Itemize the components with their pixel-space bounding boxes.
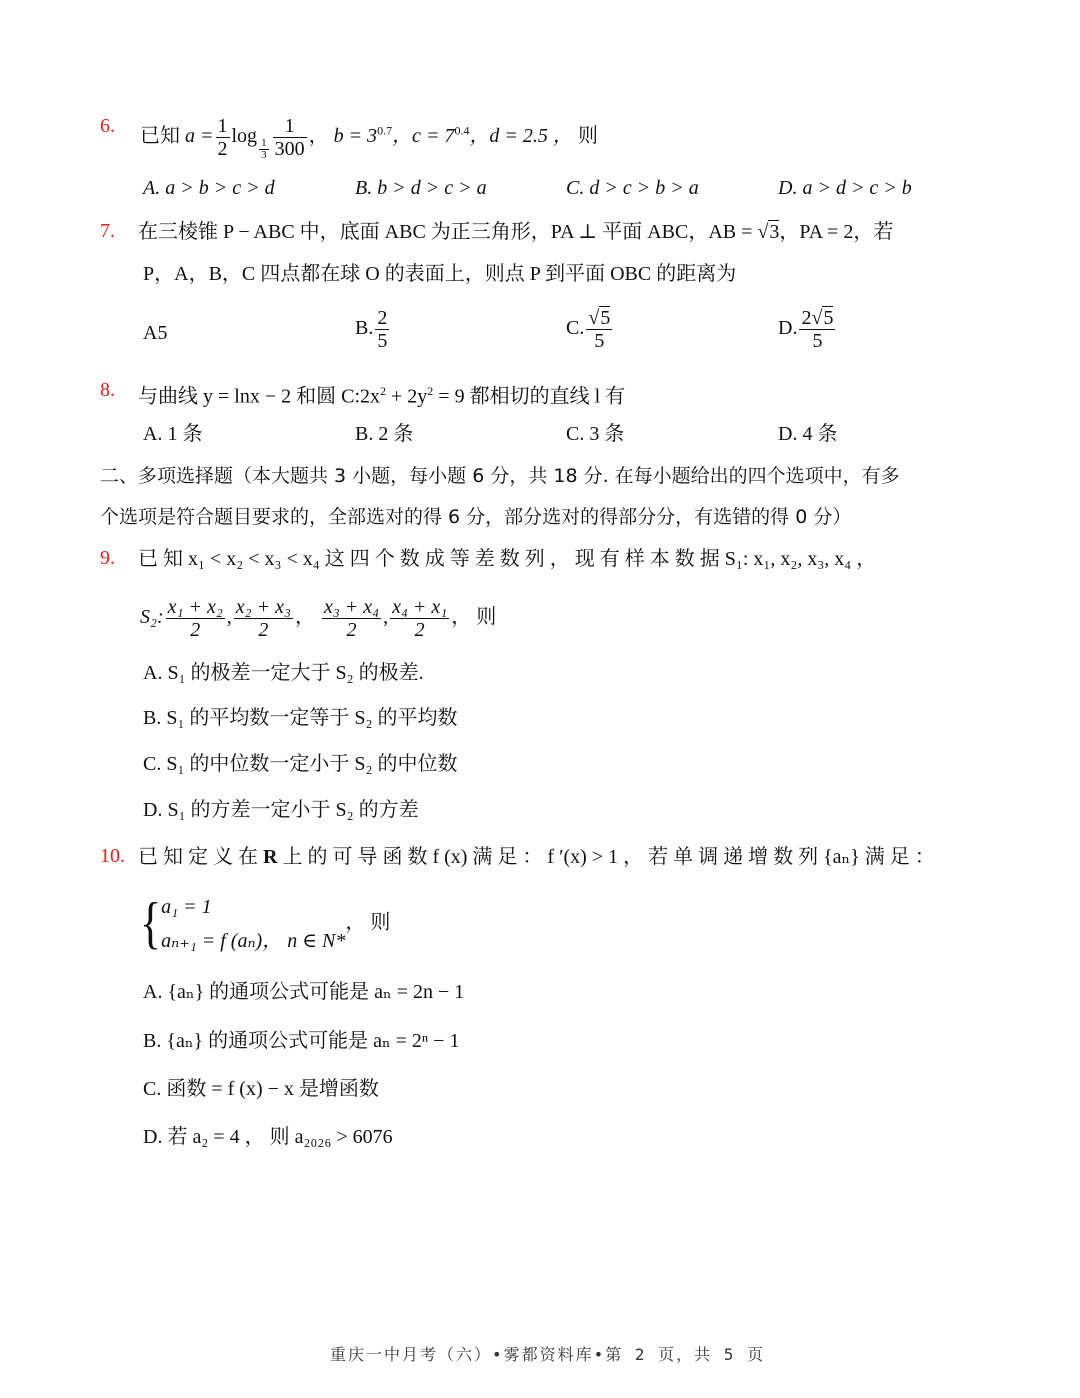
denominator: 2: [217, 138, 228, 160]
question-number-8: 8.: [100, 379, 115, 401]
s2-fraction-1: [166, 596, 225, 641]
q7-option-d: [778, 307, 837, 352]
q6-option-a: A. a > b > c > d: [143, 177, 275, 199]
question-9-s2: S₂: $\frac{\text{x₁ + x₂}}{2}$ , $\frac{\text{x₂ + x₃}}{2}$ ， $\frac{\text{x₃ + x₄}}{2}$ , $\frac{\text{x₄ + x₁}}{2}$ ， 则: [140, 596, 497, 641]
left-brace: {: [140, 891, 162, 956]
q8-option-a: A. 1 条: [143, 423, 203, 445]
q9-option-a: A. S₁ 的极差一定大于 S₂ 的极差.: [143, 662, 424, 684]
sqrt-arg: 5: [600, 307, 611, 329]
question-number-9: 9.: [100, 547, 115, 569]
denominator: 2: [258, 619, 269, 641]
coef: 2: [801, 307, 812, 329]
q6-half-fraction: [216, 115, 230, 160]
numerator: 1: [217, 115, 228, 137]
q10-option-a: A. {aₙ} 的通项公式可能是 aₙ = 2n − 1: [143, 981, 465, 1003]
q7-text-end: ，PA = 2，若: [779, 221, 894, 243]
comma: ，: [308, 125, 329, 148]
sqrt-arg: 5: [823, 307, 834, 329]
q6-d: ，d = 2.5 ，: [469, 125, 573, 148]
section-2-heading-line-2: 个选项是符合题目要求的，全部选对的得 6 分，部分选对的得部分分，有选错的得 0 分）: [100, 506, 852, 528]
fraction: [799, 307, 835, 352]
numerator: 2√5: [801, 307, 834, 329]
real-numbers-symbol: R: [263, 846, 278, 868]
question-7-line-2: P，A，B，C 四点都在球 O 的表面上，则点 P 到平面 OBC 的距离为: [143, 263, 737, 285]
denominator: 300: [274, 138, 305, 160]
denominator: 5: [377, 330, 388, 352]
question-number-10: 10.: [100, 845, 125, 867]
exp: 2: [427, 384, 434, 398]
label: B.: [355, 317, 374, 340]
q9-option-d: D. S₁ 的方差一定小于 S₂ 的方差: [143, 799, 419, 821]
q6-option-d: D. a > d > c > b: [778, 177, 912, 199]
numerator: √5: [588, 307, 611, 329]
q10-recurrence-system: [140, 890, 390, 958]
s2-fraction-3: [322, 596, 381, 641]
q7-option-a: A5: [143, 322, 168, 344]
fraction: [375, 307, 389, 352]
system: [161, 890, 345, 958]
denominator: 2: [414, 619, 425, 641]
q6-end: 则: [577, 125, 598, 148]
q7-sqrt: 3: [769, 221, 780, 243]
q6-option-c: C. d > c > b > a: [566, 177, 699, 199]
q8-option-b: B. 2 条: [355, 423, 414, 445]
s2-label: S₂:: [140, 606, 164, 629]
q7-option-b: [355, 307, 391, 352]
q6-a-eq: a =: [185, 125, 214, 148]
q6-log-arg: [273, 115, 307, 160]
question-7-line-1: 在三棱锥 P − ABC 中，底面 ABC 为正三角形，PA ⊥ 平面 ABC，AB = √3，PA = 2，若: [138, 221, 894, 243]
s2-fraction-2: [234, 596, 293, 641]
question-6-stem: [140, 115, 598, 161]
text: + 2y: [386, 385, 428, 408]
section-2-heading-line-1: 二、多项选择题（本大题共 3 小题，每小题 6 分，共 18 分. 在每小题给出的四个选项中，有多: [100, 465, 900, 487]
question-9-line-1: 已 知 x₁ < x₂ < x₃ < x₄ 这 四 个 数 成 等 差 数 列 ， 现 有 样 本 数 据 S₁: x₁, x₂, x₃, x₄ ，: [138, 548, 877, 570]
q7-option-c: [566, 307, 614, 352]
system-line-1: a₁ = 1: [161, 896, 212, 918]
q6-c-exp: 0.4: [454, 123, 470, 138]
q9-end: ， 则: [451, 606, 497, 629]
numerator: 1: [273, 115, 307, 138]
q9-option-b: B. S₁ 的平均数一定等于 S₂ 的平均数: [143, 707, 458, 729]
q10-option-d: D. 若 a₂ = 4 ， 则 a₂₀₂₆ > 6076: [143, 1126, 393, 1148]
q6-b-exp: 0.7: [377, 123, 393, 138]
denominator: 2: [190, 619, 201, 641]
numerator: 1: [261, 137, 267, 150]
system-line-2: aₙ₊₁ = f (aₙ)， n ∈ N*: [161, 930, 346, 952]
q8-option-c: C. 3 条: [566, 423, 625, 445]
q10-option-b: B. {aₙ} 的通项公式可能是 aₙ = 2ⁿ − 1: [143, 1030, 460, 1052]
denominator: 3: [261, 149, 267, 162]
question-number-7: 7.: [100, 220, 115, 242]
text: 上 的 可 导 函 数 f (x) 满 足 ： f ′(x) > 1 ， 若 单 调 递 增 数 列 {aₙ} 满 足 ：: [277, 846, 935, 868]
q6-pre: 已知: [140, 125, 180, 148]
text: 已 知 定 义 在: [138, 846, 263, 868]
text: = 9 都相切的直线 l 有: [433, 385, 626, 408]
question-10-line-1: [138, 845, 935, 869]
numerator: x₃ + x₄: [323, 596, 380, 618]
page-footer: 重庆一中月考（六）•雾都资料库•第 2 页，共 5 页: [330, 1345, 766, 1364]
label: C.: [566, 317, 585, 340]
q10-option-c: C. 函数 = f (x) − x 是增函数: [143, 1078, 379, 1100]
q8-option-d: D. 4 条: [778, 423, 838, 445]
q6-option-b: B. b > d > c > a: [355, 177, 487, 199]
q6-b: b = 3: [333, 125, 378, 148]
question-number-6: 6.: [100, 115, 115, 137]
q7-text: 在三棱锥 P − ABC 中，底面 ABC 为正三角形，PA ⊥ 平面 ABC，AB =: [138, 221, 758, 243]
text: 与曲线 y = lnx − 2 和圆 C:2x: [138, 385, 381, 408]
label: D.: [778, 317, 798, 340]
exp: 2: [380, 384, 387, 398]
q10-sys-end: ， 则: [345, 911, 391, 934]
q6-c: ，c = 7: [392, 125, 455, 148]
numerator: x₄ + x₁: [392, 596, 448, 618]
question-8-stem: [138, 379, 625, 409]
denominator: 5: [812, 330, 823, 352]
numerator: 2: [377, 307, 388, 329]
denominator: 5: [594, 330, 605, 352]
q6-log-base: [259, 138, 269, 161]
q6-log: log: [231, 125, 258, 148]
numerator: x₁ + x₂: [167, 596, 223, 618]
numerator: x₂ + x₃: [235, 596, 291, 618]
denominator: 2: [346, 619, 357, 641]
fraction: [586, 307, 612, 352]
q9-option-c: C. S₁ 的中位数一定小于 S₂ 的中位数: [143, 753, 458, 775]
s2-fraction-4: [390, 596, 449, 641]
